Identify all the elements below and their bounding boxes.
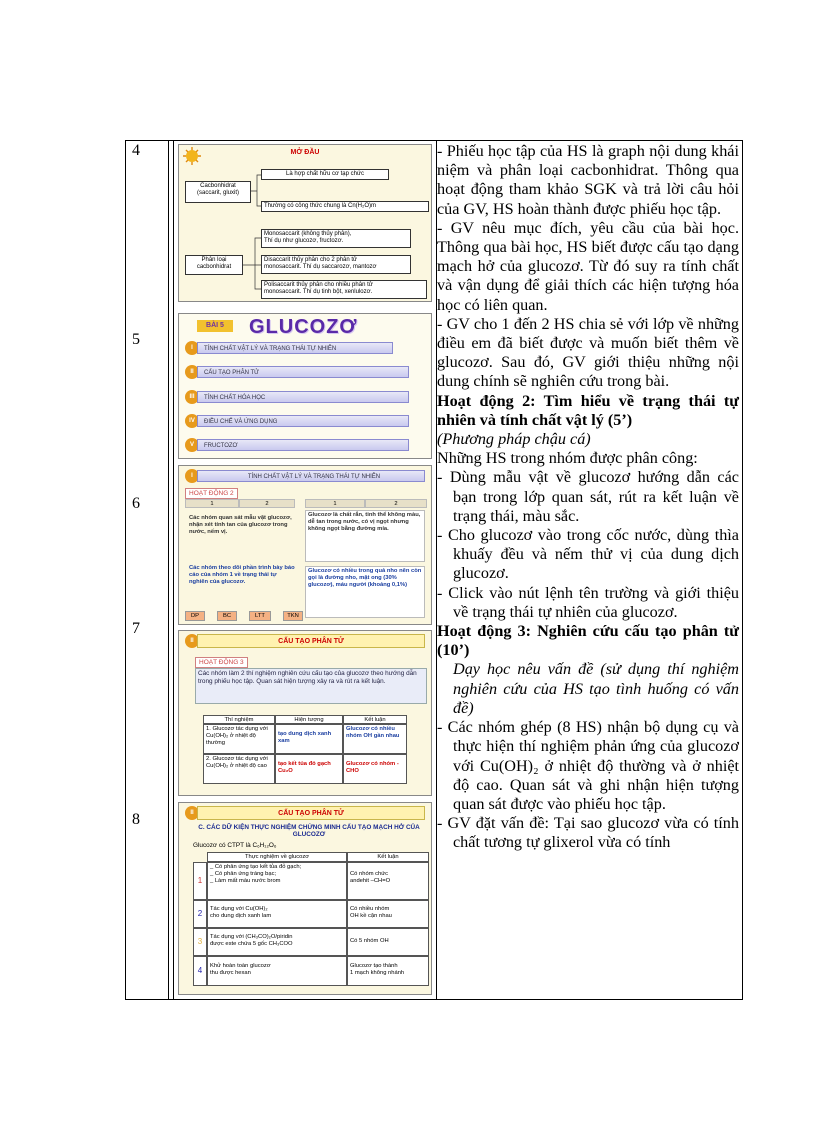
list-item: - GV đặt vấn đề: Tại sao glucozơ vừa có tính chất tương tự glixerol vừa có tính [437, 814, 739, 852]
list-item: - Dùng mẫu vật về glucozơ hướng dẫn các bạn trong lớp quan sát, rút ra kết luận về trạng thái, màu sắc. [437, 468, 739, 525]
task-group-2: Các nhóm theo dõi phần trình bày báo cáo của nhóm 1 về trạng thái tự nghiên của glucozơ. [189, 565, 295, 585]
outline-number: V [185, 438, 199, 452]
answer-nature: Glucozơ có nhiều trong quả nho nên còn gọi là đường nho, mật ong (30% glucozơ), máu người (khoảng 0,1%) [305, 566, 425, 618]
activity-heading: Hoạt động 2: Tìm hiểu về trạng thái tự nhiên và tính chất vật lý (5’) [437, 391, 739, 429]
task-group-1: Các nhóm quan sát mẫu vật glucozơ, nhận xét tính tan của glucozơ trong nước, nếm vị. [189, 515, 292, 535]
column-header: 1 [305, 499, 365, 508]
slide-structure-evidence [178, 802, 432, 995]
node-polisaccarit: Polisaccarit thủy phân cho nhiều phân tử monosaccarit. Thí dụ tinh bột, xenlulozơ. [261, 280, 427, 299]
tag-button[interactable]: BC [217, 611, 237, 621]
list-item: - Cho glucozơ vào trong cốc nước, dùng thìa khuấy đều và nếm thử vị của dung dịch glucozơ. [437, 526, 739, 583]
column-header: 2 [365, 499, 427, 508]
column-divider [168, 141, 169, 999]
paragraph: - GV cho 1 đến 2 HS chia sẻ với lớp về những điều em đã biết được và muốn biết thêm về glucozơ. Sau đó, GV giới thiệu những nội dung chính sẽ nghiên cứu trong bài. [437, 314, 739, 391]
row-number: 8 [132, 811, 140, 828]
outline-item[interactable]: FRUCTOZƠ [197, 439, 409, 451]
evidence-conclusion: Có 5 nhóm OH [347, 928, 429, 956]
tag-button[interactable]: DP [185, 611, 205, 621]
node-classification: Phân loại cacbonhidrat [185, 255, 243, 275]
evidence-experiment: _ Có phản ứng tạo kết tủa đỏ gạch; _ Có phản ứng tráng bạc; _ Làm mất màu nước brom [207, 862, 347, 900]
outline-item[interactable]: CẤU TẠO PHÂN TỬ [197, 366, 409, 378]
molecular-formula: Glucozơ có CTPT là C₆H₁₂O₆ [193, 842, 277, 849]
row-number: 6 [132, 495, 140, 512]
node-monosaccarit: Monosaccarit (không thủy phân), Thí dụ như glucozơ, fructozơ. [261, 229, 411, 248]
conclusion-2: Glucozơ có nhóm -CHO [343, 754, 407, 784]
column-header: 1 [185, 499, 239, 508]
method-note: (Phương pháp chậu cá) [437, 430, 591, 449]
phenomenon-1: tạo dung dịch xanh xam [275, 724, 343, 754]
evidence-conclusion: Có nhiều nhóm OH kề cận nhau [347, 900, 429, 928]
outline-item[interactable]: ĐIỀU CHẾ VÀ ỨNG DỤNG [197, 415, 409, 427]
row-index: 3 [193, 928, 207, 956]
outline-item[interactable]: TÍNH CHẤT VẬT LÝ VÀ TRẠNG THÁI TỰ NHIÊN [197, 342, 393, 354]
lesson-title: GLUCOZƠ [249, 316, 358, 338]
answer-state: Glucozơ là chất rắn, tinh thể không màu, dễ tan trong nước, có vị ngọt nhưng không ngọt bằng đường mía. [305, 510, 425, 562]
col-conclusion: Kết luận [343, 715, 407, 724]
evidence-conclusion: Có nhóm chức andehit –CH=O [347, 862, 429, 900]
section-title: TÍNH CHẤT VẬT LÝ VÀ TRẠNG THÁI TỰ NHIÊN [197, 470, 425, 482]
phenomenon-2: tạo kết tủa đỏ gạch Cu₂O [275, 754, 343, 784]
paragraph: - GV nêu mục đích, yêu cầu của bài học. Thông qua bài học, HS biết được cấu tạo dạng mạch hở của glucozơ. Từ đó suy ra tính chất và vận dụng để giải thích các hiện tượng hóa học có liên quan. [437, 218, 739, 314]
col-phenomenon: Hiện tượng [275, 715, 343, 724]
activity-label: HOẠT ĐỘNG 3 [195, 657, 248, 668]
outline-number: II [185, 365, 199, 379]
outline-number: III [185, 390, 199, 404]
outline-number: I [185, 341, 199, 355]
tag-button[interactable]: TKN [283, 611, 303, 621]
node-definition: Là hợp chất hữu cơ tạp chức [261, 169, 389, 180]
row-number: 7 [132, 620, 140, 637]
paragraph: Những HS trong nhóm được phân công: [437, 449, 698, 468]
evidence-experiment: Tác dụng với (CH₃CO)₂O/piridin được este chứa 5 gốc CH₃COO [207, 928, 347, 956]
slides-column [174, 141, 436, 999]
column-header: 2 [239, 499, 295, 508]
col-experiment: Thực nghiệm về glucozơ [207, 852, 347, 862]
evidence-experiment: Tác dụng với Cu(OH)₂ cho dung dịch xanh lam [207, 900, 347, 928]
evidence-heading: C. CÁC DỮ KIỆN THỰC NGHIỆM CHỨNG MINH CẤU TẠO MẠCH HỞ CỦA GLUCOZƠ [198, 824, 420, 838]
tag-button[interactable]: LTT [249, 611, 271, 621]
lesson-badge: BÀI 5 [197, 320, 233, 332]
outline-item[interactable]: TÍNH CHẤT HÓA HỌC [197, 391, 409, 403]
row-index: 1 [193, 862, 207, 900]
activity-label: HOẠT ĐỘNG 2 [185, 488, 238, 499]
evidence-conclusion: Glucozơ tạo thành 1 mạch không nhánh [347, 956, 429, 986]
row-number: 5 [132, 331, 140, 348]
row-index: 2 [193, 900, 207, 928]
section-title: CẤU TẠO PHÂN TỬ [197, 634, 425, 648]
section-title: CẤU TẠO PHÂN TỬ [197, 806, 425, 820]
row-number: 4 [132, 142, 140, 159]
slide-intro [178, 144, 432, 302]
section-number: I [185, 469, 199, 483]
slide-outline [178, 313, 432, 459]
node-disaccarit: Disaccarit thủy phân cho 2 phân tử monosaccarit. Thí dụ saccarozơ, mantozơ [261, 255, 411, 274]
diagram-connectors [179, 145, 432, 302]
evidence-experiment: Khử hoàn toàn glucozơ thu được hexan [207, 956, 347, 986]
method-note: Dạy học nêu vấn đề (sử dụng thí nghiệm nghiên cứu của HS tạo tình huống có vấn đề) [453, 660, 739, 717]
slide-structure-activity [178, 630, 432, 796]
list-item: - Click vào nút lệnh tên trường và giới thiệu về trạng thái tự nhiên của glucozơ. [437, 583, 739, 621]
activity-instructions: Các nhóm làm 2 thí nghiệm nghiên cứu cấu tạo của glucozơ theo hướng dẫn trong phiếu học tập. Quan sát hiện tượng xảy ra và rút ra kết luận. [195, 668, 427, 704]
experiment-1: 1. Glucozơ tác dụng với Cu(OH)₂ ở nhiệt độ thường [203, 724, 275, 754]
list-item: - Các nhóm ghép (8 HS) nhận bộ dụng cụ và thực hiện thí nghiệm phản ứng của glucozơ với Cu(OH)₂ ở nhiệt độ thường và ở nhiệt độ cao. Quan sát và ghi nhận hiện tượng quan sát được vào phiếu học tập. [437, 718, 739, 813]
col-conclusion: Kết luận [347, 852, 429, 862]
section-number: II [185, 634, 199, 648]
node-cacbonhidrat: Cacbonhidrat (saccarit, gluxit) [185, 181, 251, 203]
section-number: II [185, 806, 199, 820]
slide-title: MỞ ĐẦU [290, 149, 320, 156]
slide-physical-properties [178, 465, 432, 625]
node-formula: Thường có công thức chung là Cn(H₂O)m [261, 201, 429, 212]
outline-number: IV [185, 414, 199, 428]
row-index: 4 [193, 956, 207, 986]
activity-heading: Hoạt động 3: Nghiên cứu cấu tạo phân tử (10’) [437, 622, 739, 660]
experiment-2: 2. Glucozơ tác dụng với Cu(OH)₂ ở nhiệt độ cao [203, 754, 275, 784]
activity-description [437, 142, 739, 853]
conclusion-1: Glucozơ có nhiều nhóm OH gần nhau [343, 724, 407, 754]
paragraph: - Phiếu học tập của HS là graph nội dung khái niệm và phân loại cacbonhidrat. Thông qua hoạt động tham khảo SGK và trả lời câu hỏi của GV, HS hoàn thành được phiếu học tập. [437, 142, 739, 218]
col-experiment: Thí nghiệm [203, 715, 275, 724]
